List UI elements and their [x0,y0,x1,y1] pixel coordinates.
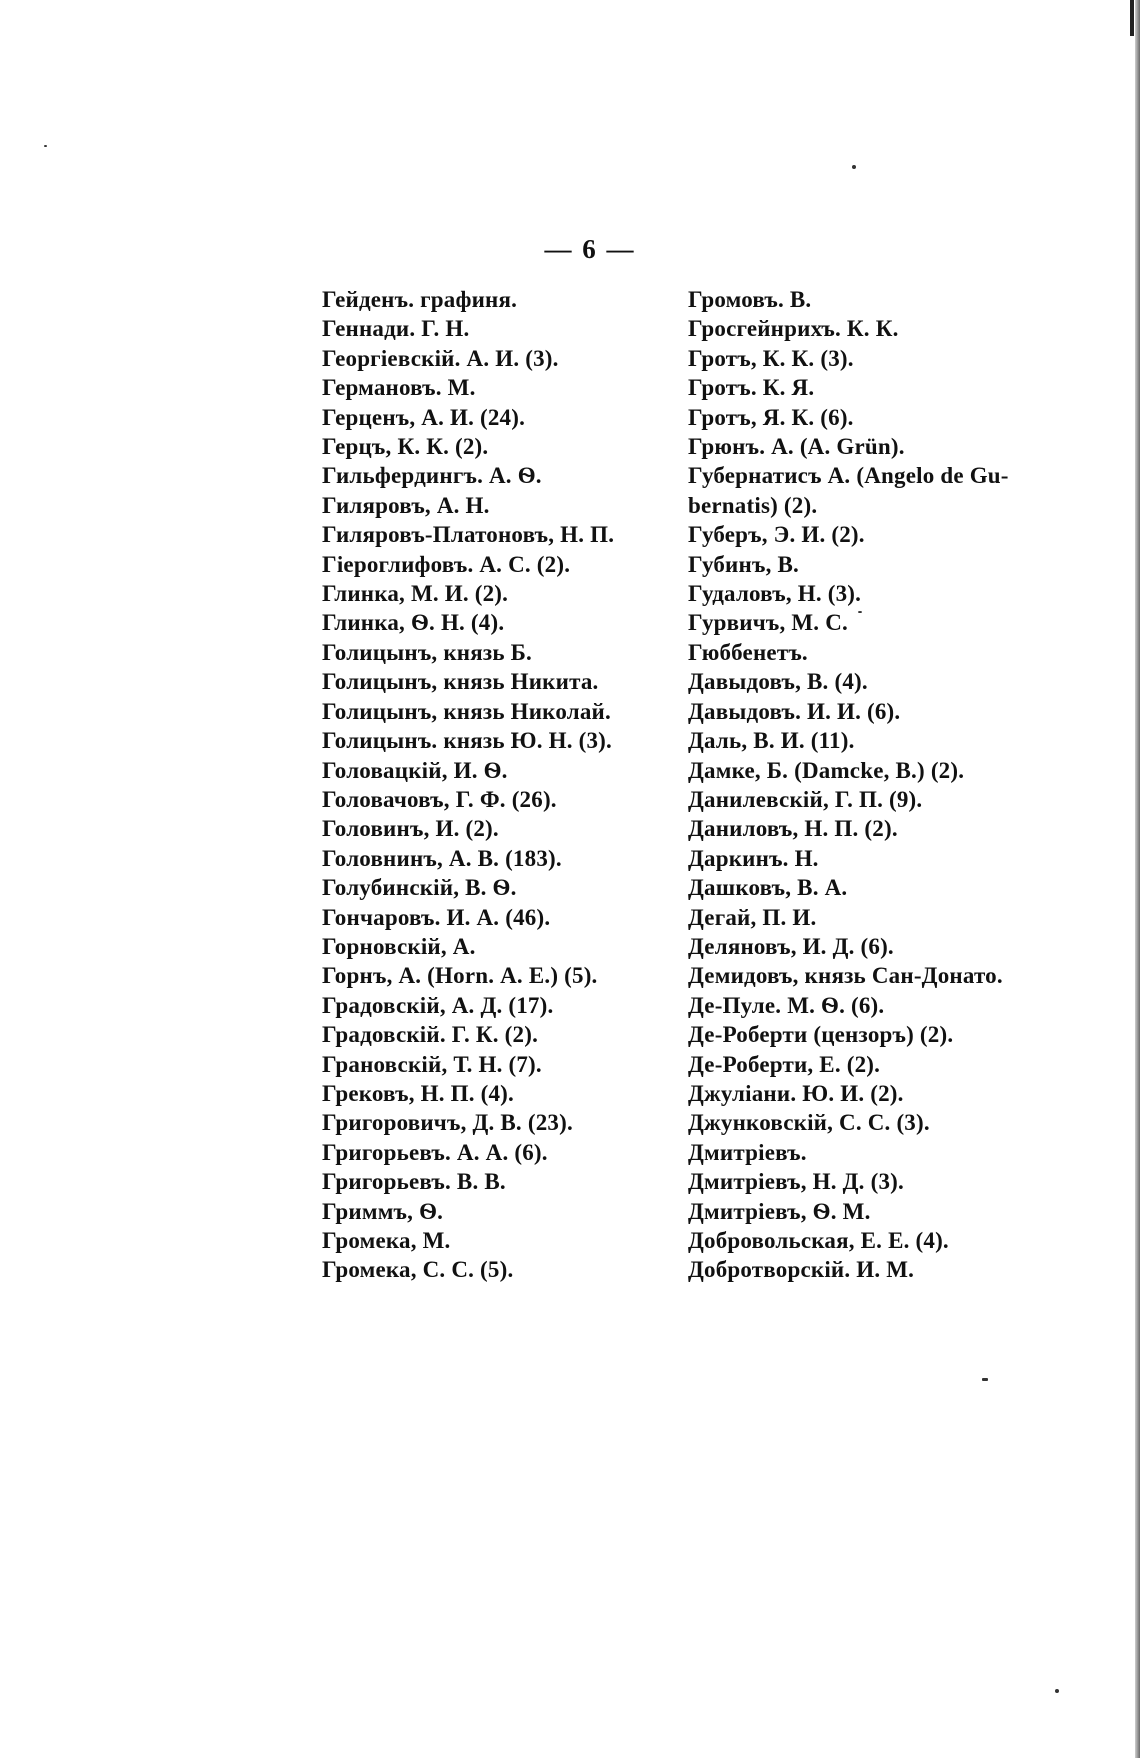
index-entry: Даниловъ, Н. П. (2). [688,816,898,842]
index-entry: Георгіевскій. А. И. (3). [322,345,559,371]
index-entry: Градовскій, А. Д. (17). [322,992,554,1018]
left-index-column [322,285,662,1285]
index-entry: Де-Роберти (цензоръ) (2). [688,1022,954,1048]
right-index-column [688,285,1048,1285]
index-entry: Голицынъ. князь Ю. Н. (3). [322,728,612,754]
index-entry: Давыдовъ. И. И. (6). [688,698,901,724]
scan-edge-mark [1130,0,1134,36]
scan-speck [982,1378,988,1381]
index-entry: Головинъ, И. (2). [322,816,499,842]
index-entry: Даль, В. И. (11). [688,728,855,754]
index-entry: Дмитріевъ, Ѳ. М. [688,1198,871,1224]
index-entry: Громека, С. С. (5). [322,1257,514,1283]
index-entry: Голицынъ, князь Б. [322,639,532,665]
index-entry: Дамке, Б. (Damcke, B.) (2). [688,757,965,783]
index-entry: Гурвичъ, М. С. [688,610,848,636]
scan-speck [858,611,862,613]
scan-speck [1055,1689,1059,1693]
index-entry: Грановскій, Т. Н. (7). [322,1051,542,1077]
index-entry: Джунковскій, С. С. (3). [688,1110,930,1136]
index-entry: Губернатисъ А. (Angelo de Gu- [688,463,1009,489]
index-entry: Горновскій, А. [322,933,476,959]
index-entry: Дмитріевъ, Н. Д. (3). [688,1169,904,1195]
index-entry: Гильфердингъ. А. Ѳ. [322,463,542,489]
index-entry: Деляновъ, И. Д. (6). [688,933,894,959]
index-entry: Головнинъ, А. В. (183). [322,845,562,871]
index-entry: Германовъ. М. [322,375,476,401]
index-entry: Гротъ, К. К. (3). [688,345,854,371]
scan-speck [44,145,47,147]
index-entry: Гриммъ, Ѳ. [322,1198,444,1224]
index-entry: Де-Роберти, Е. (2). [688,1051,881,1077]
index-entry: Даркинъ. Н. [688,845,819,871]
index-entry: Данилевскій, Г. П. (9). [688,786,923,812]
index-entry: Гротъ. К. Я. [688,375,815,401]
index-entry: Геннади. Г. Н. [322,316,470,342]
index-entry: Гудаловъ, Н. (3). [688,581,862,607]
index-entry: Глинка, Ѳ. Н. (4). [322,610,505,636]
index-entry: Громовъ. В. [688,287,812,312]
index-entry: Дашковъ, В. А. [688,875,848,901]
index-entry: Демидовъ, князь Сан-Донато. [688,963,1003,989]
index-entry: Гиляровъ-Платоновъ, Н. П. [322,522,615,548]
scan-speck [852,165,856,169]
index-entry: Гротъ, Я. К. (6). [688,404,854,430]
index-entry: Гросгейнрихъ. К. К. [688,316,899,342]
index-entry: Глинка, М. И. (2). [322,581,509,607]
index-entry: Градовскій. Г. К. (2). [322,1022,539,1048]
index-entry: Григоровичъ, Д. В. (23). [322,1110,573,1136]
index-entry: Губеръ, Э. И. (2). [688,522,865,548]
index-entry: Гюббенетъ. [688,639,808,665]
index-entry: Добротворскій. И. М. [688,1257,915,1283]
index-entry: Голубинскій, В. Ѳ. [322,875,517,901]
index-entry: Герценъ, А. И. (24). [322,404,526,430]
index-entry: Гончаровъ. И. А. (46). [322,904,551,930]
index-entry: Губинъ, В. [688,551,799,577]
index-entry: Гиляровъ, А. Н. [322,492,490,518]
index-entry: Давыдовъ, В. (4). [688,669,868,695]
index-entry: Дегай, П. И. [688,904,817,930]
index-entry: Григорьевъ. А. А. (6). [322,1139,548,1165]
index-entry: Гейденъ. графиня. [322,287,518,312]
index-entry-continuation: bernatis) (2). [688,492,818,518]
index-entry: Головачовъ, Г. Ф. (26). [322,786,557,812]
index-entry: Голицынъ, князь Никита. [322,669,599,695]
index-entry: Грековъ, Н. П. (4). [322,1080,514,1106]
page-number: — 6 — [544,234,636,264]
index-entry: Григорьевъ. В. В. [322,1169,506,1195]
index-entry: Горнъ, А. (Horn. А. Е.) (5). [322,963,598,989]
index-entry: Громека, М. [322,1228,451,1253]
index-entry: Грюнъ. А. (A. Grün). [688,434,905,460]
index-entry: Герцъ, К. К. (2). [322,434,489,460]
index-entry: Джуліани. Ю. И. (2). [688,1080,904,1106]
index-entry: Голицынъ, князь Николай. [322,698,611,724]
index-entry: Головацкій, И. Ѳ. [322,757,508,783]
index-entry: Добровольская, Е. Е. (4). [688,1228,949,1253]
index-entry: Дмитріевъ. [688,1139,807,1165]
index-entry: Де-Пуле. М. Ѳ. (6). [688,992,885,1018]
index-entry: Гіероглифовъ. А. С. (2). [322,551,571,577]
